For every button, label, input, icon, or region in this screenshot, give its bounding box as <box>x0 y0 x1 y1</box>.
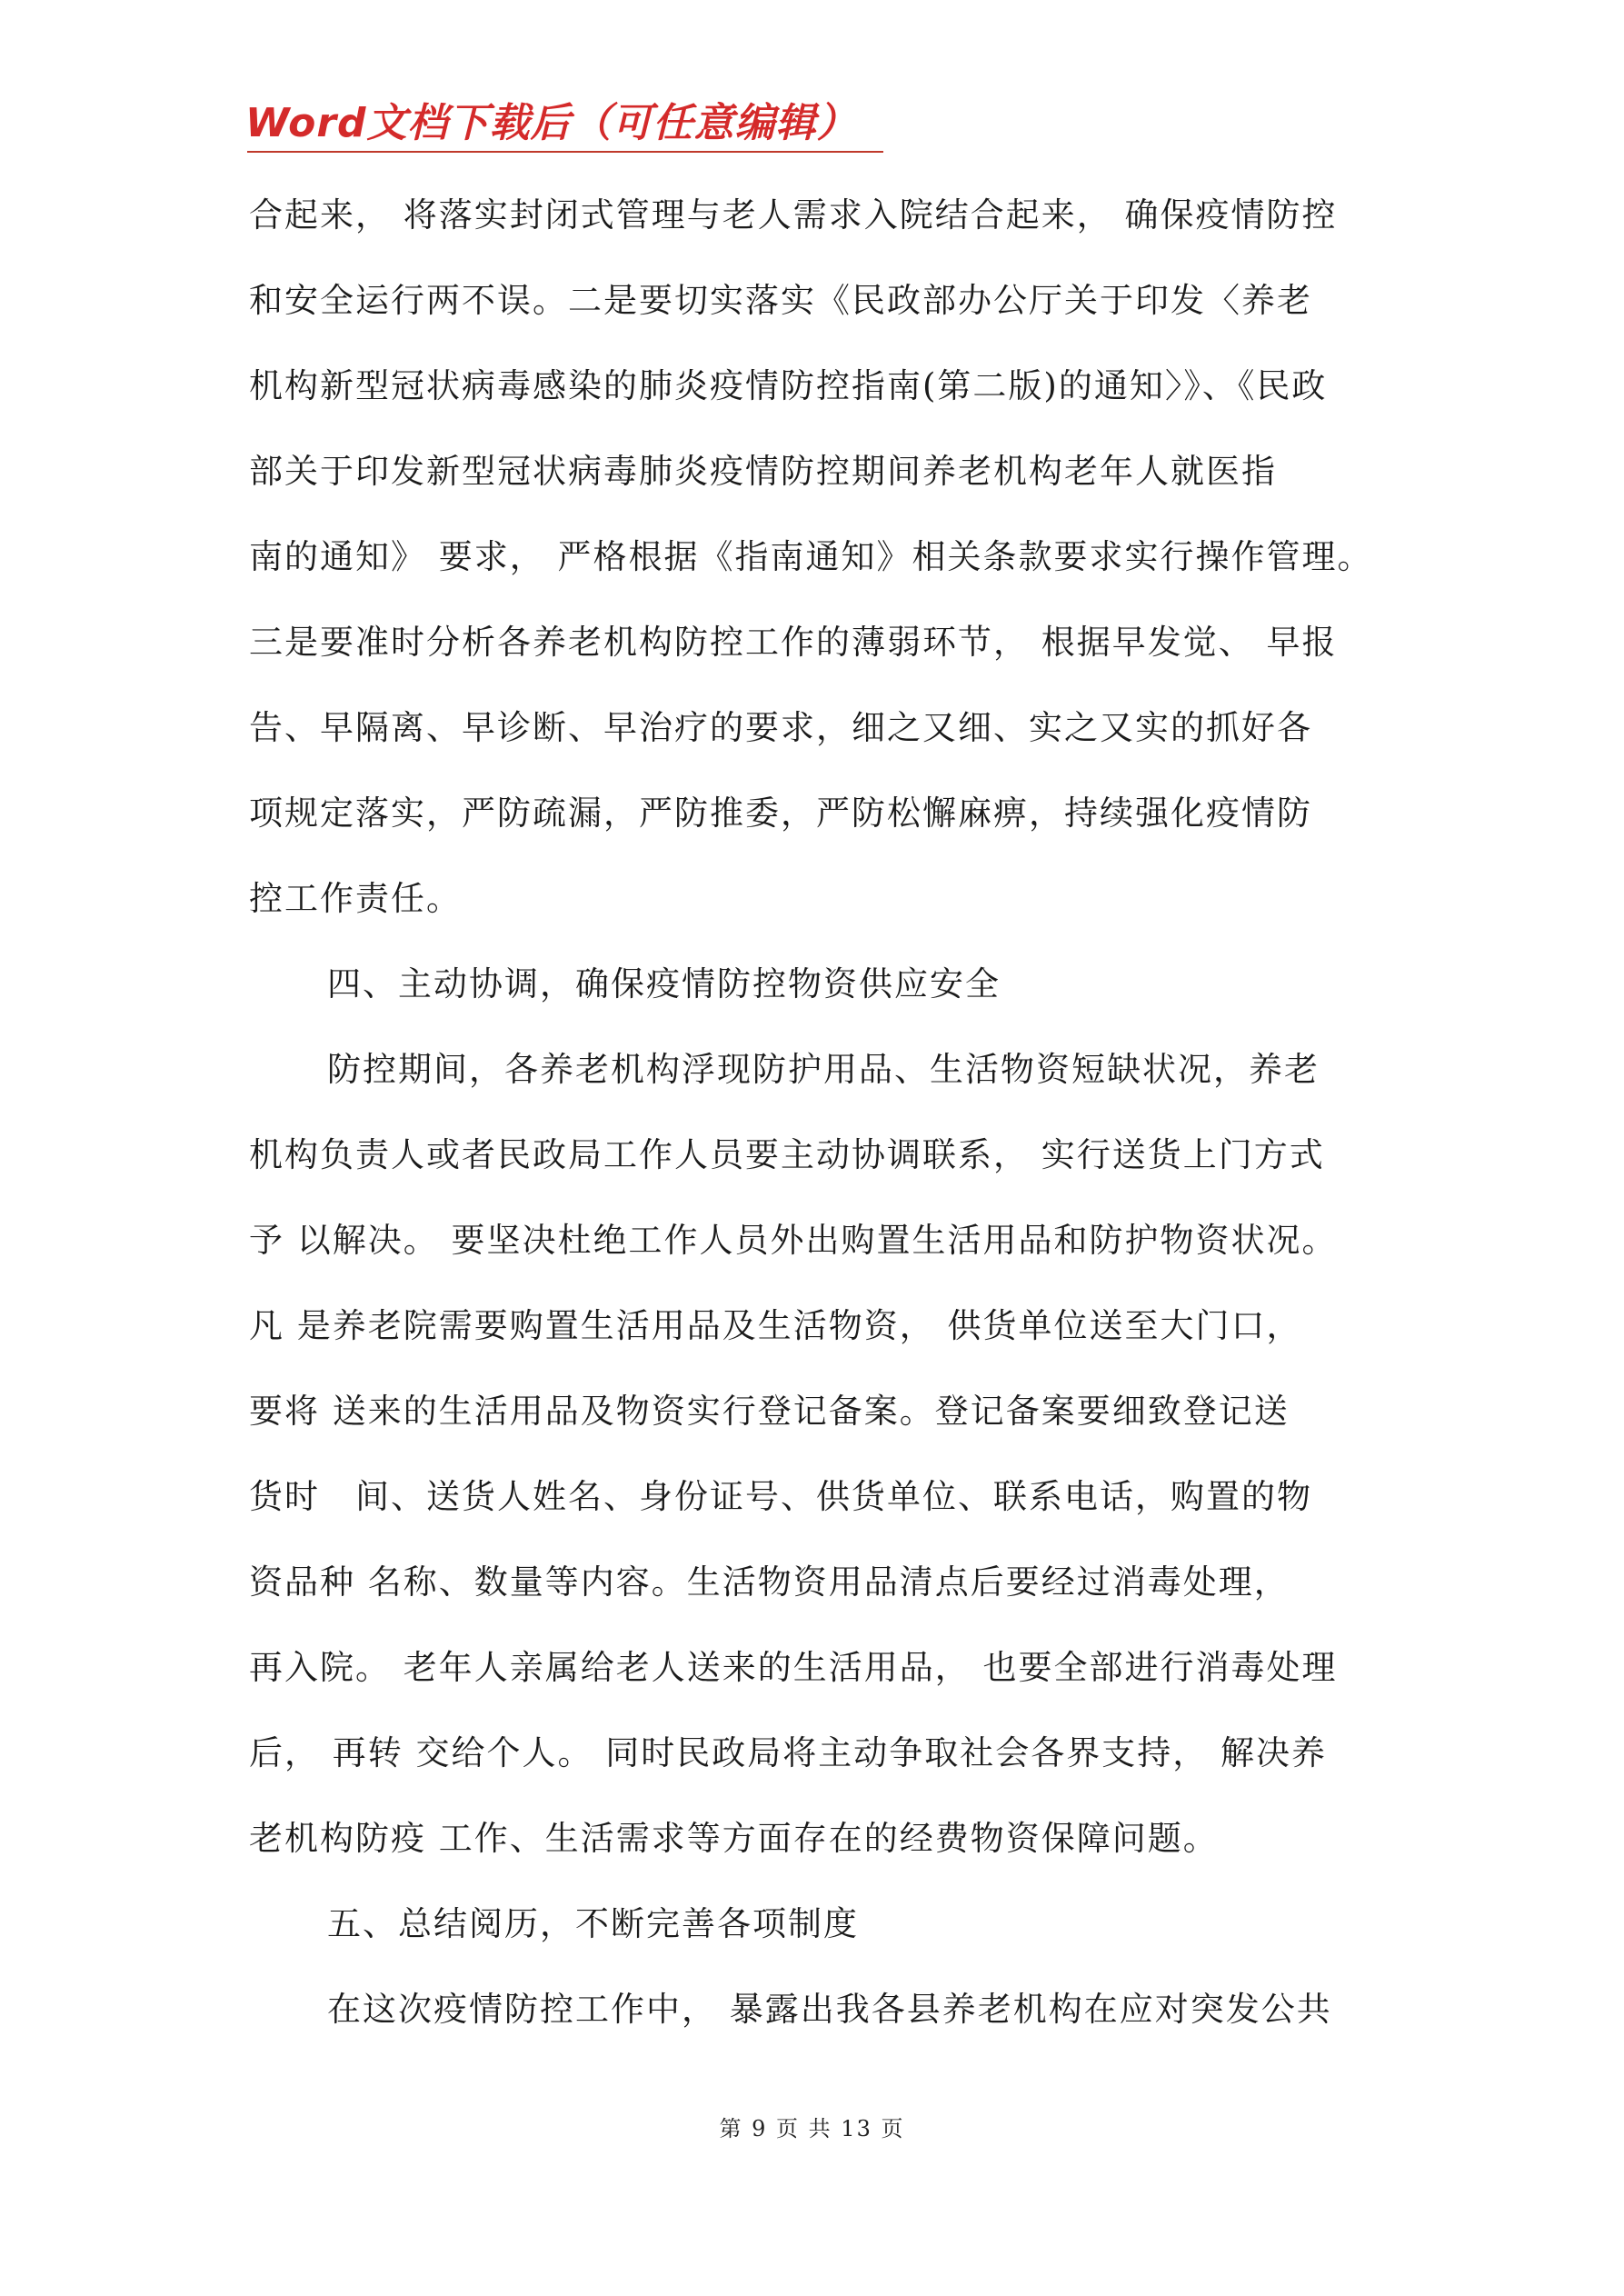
paragraph-start: 防控期间，各养老机构浮现防护用品、生活物资短缺状况，养老 <box>327 1050 1320 1089</box>
document-body <box>249 173 1403 2052</box>
text-line: 部关于印发新型冠状病毒肺炎疫情防控期间养老机构老年人就医指 <box>249 452 1277 491</box>
section-heading: 五、总结阅历，不断完善各项制度 <box>327 1904 859 1943</box>
text-line: 老机构防疫 工作、生活需求等方面存在的经费物资保障问题。 <box>249 1819 1219 1858</box>
banner-underline <box>247 151 883 153</box>
text-line: 予 以解决。 要坚决杜绝工作人员外出购置生活用品和防护物资状况。 <box>249 1221 1338 1260</box>
text-line: 南的通知》 要求， 严格根据《指南通知》相关条款要求实行操作管理。 <box>249 537 1373 576</box>
text-line: 告、早隔离、早诊断、早治疗的要求，细之又细、实之又实的抓好各 <box>249 708 1312 747</box>
text-line: 和安全运行两不误。二是要切实落实《民政部办公厅关于印发〈养老 <box>249 281 1312 320</box>
text-line: 合起来， 将落实封闭式管理与老人需求入院结合起来， 确保疫情防控 <box>249 195 1338 235</box>
text-line: 货时 间、送货人姓名、身份证号、供货单位、联系电话，购置的物 <box>249 1477 1312 1516</box>
text-line: 机构负责人或者民政局工作人员要主动协调联系， 实行送货上门方式 <box>249 1135 1325 1174</box>
text-line: 凡 是养老院需要购置生活用品及生活物资， 供货单位送至大门口， <box>249 1306 1302 1345</box>
page-footer: 第 9 页 共 13 页 <box>719 2116 905 2141</box>
text-line: 项规定落实，严防疏漏，严防推委，严防松懈麻痹，持续强化疫情防 <box>249 794 1312 833</box>
paragraph-start: 在这次疫情防控工作中， 暴露出我各县养老机构在应对突发公共 <box>327 1990 1332 2029</box>
download-banner: Word文档下载后（可任意编辑） <box>245 100 858 146</box>
text-line: 要将 送来的生活用品及物资实行登记备案。登记备案要细致登记送 <box>249 1392 1290 1431</box>
text-line: 资品种 名称、数量等内容。生活物资用品清点后要经过消毒处理， <box>249 1562 1290 1602</box>
text-line: 控工作责任。 <box>249 879 462 918</box>
text-line: 再入院。 老年人亲属给老人送来的生活用品， 也要全部进行消毒处理 <box>249 1648 1338 1687</box>
text-line: 后， 再转 交给个人。 同时民政局将主动争取社会各界支持， 解决养 <box>249 1733 1328 1772</box>
text-line: 机构新型冠状病毒感染的肺炎疫情防控指南(第二版)的通知〉》、《民政 <box>249 366 1328 405</box>
text-line: 三是要准时分析各养老机构防控工作的薄弱环节， 根据早发觉、 早报 <box>249 623 1338 662</box>
section-heading: 四、主动协调，确保疫情防控物资供应安全 <box>327 964 1001 1003</box>
